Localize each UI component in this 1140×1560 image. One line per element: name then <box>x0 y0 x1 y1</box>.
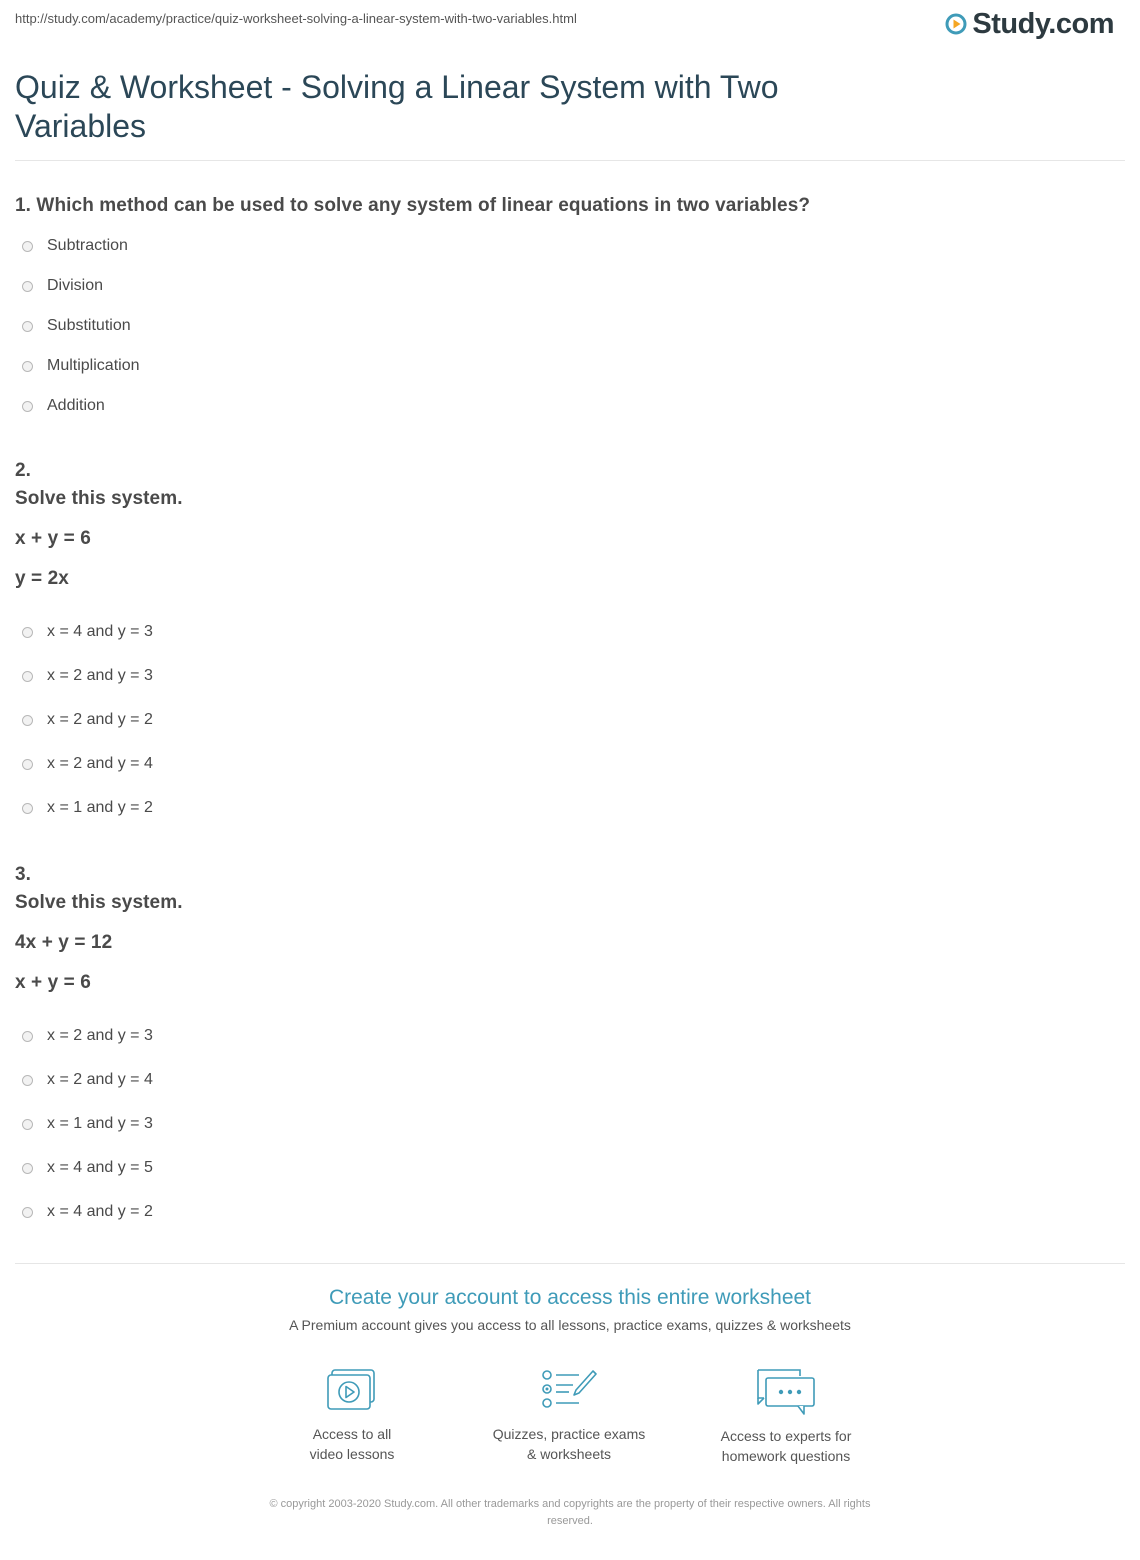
question-2-option[interactable] <box>22 755 153 773</box>
radio-button[interactable] <box>22 1031 33 1042</box>
page-url: http://study.com/academy/practice/quiz-worksheet-solving-a-linear-system-with-two-variables.html <box>15 11 577 26</box>
cta-title[interactable]: Create your account to access this entire worksheet <box>328 1286 812 1309</box>
question-3-option[interactable] <box>22 1203 153 1221</box>
radio-button[interactable] <box>22 361 33 372</box>
feature-quizzes <box>459 1368 679 1464</box>
feature-label: video lessons <box>309 1446 395 1462</box>
question-2-option[interactable] <box>22 623 153 641</box>
option-label: Multiplication <box>47 357 140 374</box>
radio-button[interactable] <box>22 1119 33 1130</box>
play-logo-icon <box>945 13 967 35</box>
question-2-option[interactable] <box>22 711 153 729</box>
question-1-option[interactable] <box>22 397 105 415</box>
question-2-equation: x + y = 6 <box>15 528 91 549</box>
radio-button[interactable] <box>22 803 33 814</box>
radio-button[interactable] <box>22 1207 33 1218</box>
question-3-equation: x + y = 6 <box>15 972 91 993</box>
question-1-option[interactable] <box>22 277 103 295</box>
study-logo[interactable] <box>945 6 1114 42</box>
option-label: x = 2 and y = 4 <box>47 1071 153 1088</box>
question-3-option[interactable] <box>22 1071 153 1089</box>
radio-button[interactable] <box>22 241 33 252</box>
question-2-option[interactable] <box>22 799 153 817</box>
question-2-number: 2. <box>15 460 32 481</box>
option-label: Subtraction <box>47 237 128 254</box>
option-label: Division <box>47 277 104 294</box>
option-label: x = 2 and y = 3 <box>47 1027 153 1044</box>
option-label: x = 2 and y = 4 <box>47 755 153 772</box>
question-3-option[interactable] <box>22 1159 153 1177</box>
option-label: x = 4 and y = 5 <box>47 1159 153 1176</box>
question-2-option[interactable] <box>22 667 153 685</box>
question-2-equation: y = 2x <box>15 568 69 589</box>
option-label: x = 1 and y = 2 <box>47 799 153 816</box>
quiz-checklist-icon <box>541 1368 597 1412</box>
feature-label: Quizzes, practice exams <box>492 1426 646 1442</box>
page-title: Quiz & Worksheet - Solving a Linear System with Two Variables <box>15 69 779 144</box>
option-label: x = 4 and y = 2 <box>47 1203 153 1220</box>
copyright-line: © copyright 2003-2020 Study.com. All other trademarks and copyrights are the property of their respective owners. All rights <box>269 1498 871 1510</box>
feature-label: & worksheets <box>526 1446 612 1462</box>
question-1-option[interactable] <box>22 317 131 335</box>
cta-subtitle: A Premium account gives you access to all lessons, practice exams, quizzes & worksheets <box>289 1317 851 1333</box>
question-3-option[interactable] <box>22 1027 153 1045</box>
logo-text: Study.com <box>972 7 1114 40</box>
radio-button[interactable] <box>22 401 33 412</box>
copyright <box>215 1496 925 1530</box>
copyright-line: reserved. <box>547 1515 593 1527</box>
radio-button[interactable] <box>22 627 33 638</box>
question-3-prompt: Solve this system. <box>15 892 183 913</box>
feature-experts <box>676 1368 896 1466</box>
option-label: x = 4 and y = 3 <box>47 623 153 640</box>
radio-button[interactable] <box>22 1163 33 1174</box>
feature-label: homework questions <box>721 1448 851 1464</box>
option-label: x = 2 and y = 2 <box>47 711 153 728</box>
divider <box>15 1263 1125 1264</box>
radio-button[interactable] <box>22 715 33 726</box>
radio-button[interactable] <box>22 1075 33 1086</box>
option-label: Substitution <box>47 317 131 334</box>
radio-button[interactable] <box>22 281 33 292</box>
question-2-prompt: Solve this system. <box>15 488 183 509</box>
radio-button[interactable] <box>22 321 33 332</box>
video-lessons-icon <box>326 1368 378 1412</box>
option-label: x = 1 and y = 3 <box>47 1115 153 1132</box>
radio-button[interactable] <box>22 759 33 770</box>
question-1-option[interactable] <box>22 357 139 375</box>
question-1-option[interactable] <box>22 237 128 255</box>
chat-bubbles-icon <box>754 1368 818 1418</box>
question-1-text: 1. Which method can be used to solve any system of linear equations in two variables? <box>15 195 811 216</box>
question-3-option[interactable] <box>22 1115 153 1133</box>
option-label: x = 2 and y = 3 <box>47 667 153 684</box>
option-label: Addition <box>47 397 105 414</box>
question-3-number: 3. <box>15 864 32 885</box>
divider <box>15 160 1125 161</box>
feature-video-lessons <box>242 1368 462 1464</box>
feature-label: Access to all <box>312 1426 392 1442</box>
question-3-equation: 4x + y = 12 <box>15 932 113 953</box>
feature-label: Access to experts for <box>720 1428 852 1444</box>
radio-button[interactable] <box>22 671 33 682</box>
